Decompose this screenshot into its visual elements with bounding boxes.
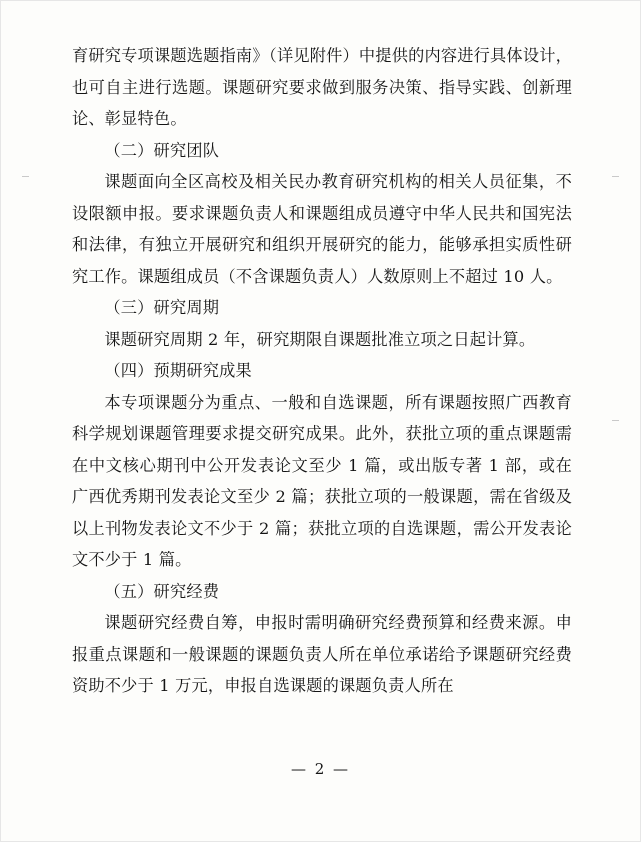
paragraph-expected-results: 本专项课题分为重点、一般和自选课题，所有课题按照广西教育科学规划课题管理要求提交研究成果。此外，获批立项的重点课题需在中文核心期刊中公开发表论文至少 1 篇，或出版专著 1 部，或在广西优秀期刊发表论文至少 2 篇；获批立项的一般课题，需在省级及以上刊物发表论文不少于 2 篇；获批立项的自选课题，需公开发表论文不少于 1 篇。 (72, 392, 572, 569)
document-body (72, 40, 572, 702)
heading-expected-results: （四）预期研究成果 (104, 361, 252, 380)
paragraph-research-funding: 课题研究经费自筹，申报时需明确研究经费预算和经费来源。申报重点课题和一般课题的课题负责人所在单位承诺给予课题研究经费资助不少于 1 万元，申报自选课题的课题负责人所在 (72, 613, 572, 695)
page-number: — 2 — (290, 760, 351, 778)
heading-research-period: （三）研究周期 (104, 298, 220, 317)
right-margin-mark (612, 176, 619, 177)
heading-research-funding: （五）研究经费 (104, 581, 220, 601)
heading-research-team: （二）研究团队 (104, 140, 220, 160)
paragraph-research-period: 课题研究周期 2 年，研究期限自课题批准立项之日起计算。 (104, 329, 536, 349)
left-margin-mark (22, 176, 29, 177)
right-margin-mark-secondary (612, 420, 619, 421)
paragraph-continued: 育研究专项课题选题指南》（详见附件）中提供的内容进行具体设计，也可自主进行选题。课题研究要求做到服务决策、指导实践、创新理论、彰显特色。 (72, 46, 572, 128)
paragraph-research-team: 课题面向全区高校及相关民办教育研究机构的相关人员征集，不设限额申报。要求课题负责人和课题组成员遵守中华人民共和国宪法和法律，有独立开展研究和组织开展研究的能力，能够承担实质性研究工作。课题组成员（不含课题负责人）人数原则上不超过 10 人。 (72, 172, 572, 286)
